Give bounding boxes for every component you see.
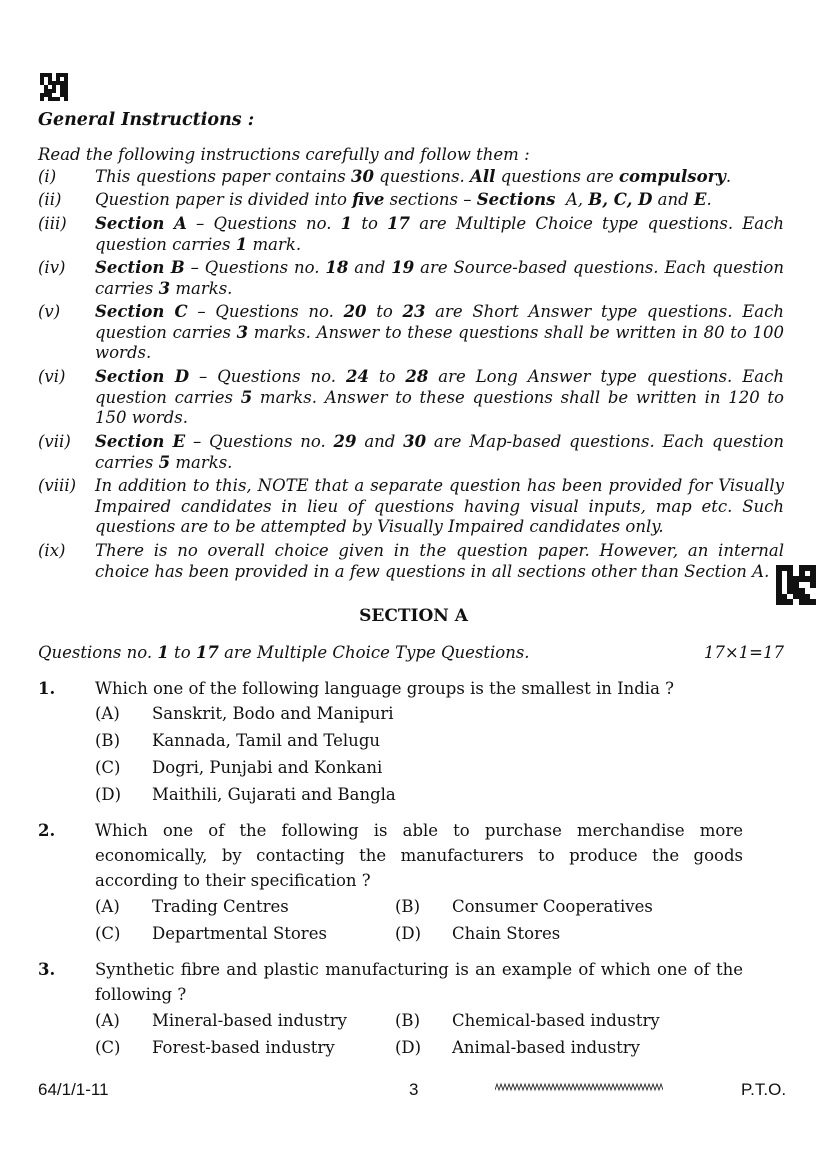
- option-b: (B) Chemical-based industry: [395, 1011, 660, 1030]
- instruction-item: (vii) Section E – Questions no. 29 and 30 are Map-based questions. Each question carries 5 marks.: [38, 432, 784, 472]
- section-note: [38, 643, 784, 662]
- option-c: (C) Dogri, Punjabi and Konkani: [95, 758, 383, 777]
- option-d: (D) Chain Stores: [395, 924, 561, 943]
- option-b: (B) Kannada, Tamil and Telugu: [95, 731, 381, 750]
- question-number: 3.: [38, 960, 56, 979]
- option-a: (A) Sanskrit, Bodo and Manipuri: [95, 704, 394, 723]
- general-instructions-title: General Instructions :: [38, 110, 255, 130]
- section-note-text: Questions no. 1 to 17 are Multiple Choice Type Questions.: [38, 643, 530, 662]
- question-number: 1.: [38, 679, 56, 698]
- instruction-text: Section A – Questions no. 1 to 17 are Multiple Choice type questions. Each question carries 1 mark.: [95, 214, 784, 254]
- instruction-item: (v) Section C – Questions no. 20 to 23 are Short Answer type questions. Each question carries 3 marks. Answer to these questions shall be written in 80 to 100 words.: [38, 302, 784, 362]
- instruction-text: In addition to this, NOTE that a separate question has been provided for Visually Impaired candidates in lieu of questions having visual inputs, map etc. Such questions are to be attempted by Visually Impaired candidates only.: [95, 476, 784, 536]
- section-title: SECTION A: [359, 606, 468, 626]
- instruction-text: Section E – Questions no. 29 and 30 are Map-based questions. Each question carries 5 marks.: [95, 432, 784, 472]
- instruction-item: (iv) Section B – Questions no. 18 and 19 are Source-based questions. Each question carries 3 marks.: [38, 258, 784, 298]
- question-1: [38, 676, 743, 701]
- instruction-item: (i) This questions paper contains 30 questions. All questions are compulsory.: [38, 167, 784, 188]
- instruction-item: (ix) There is no overall choice given in the question paper. However, an internal choice has been provided in a few questions in all sections other than Section A.: [38, 541, 784, 581]
- instruction-text: This questions paper contains 30 questions. All questions are compulsory.: [95, 167, 732, 186]
- question-text: Which one of the following is able to purchase merchandise more economically, by contacting the manufacturers to produce the goods according to their specification ?: [95, 821, 743, 890]
- instruction-item: (iii) Section A – Questions no. 1 to 17 are Multiple Choice type questions. Each question carries 1 mark.: [38, 214, 784, 254]
- instructions-intro: Read the following instructions carefully and follow them :: [38, 145, 530, 164]
- wavy-line-icon: [495, 1082, 663, 1092]
- question-number: 2.: [38, 821, 56, 840]
- pto-label: P.T.O.: [741, 1080, 787, 1099]
- option-c: (C) Departmental Stores: [95, 924, 327, 943]
- question-3: [38, 957, 743, 1007]
- option-b: (B) Consumer Cooperatives: [395, 897, 653, 916]
- option-a: (A) Mineral-based industry: [95, 1011, 347, 1030]
- option-a: (A) Trading Centres: [95, 897, 289, 916]
- section-marks: 17×1=17: [703, 643, 784, 662]
- question-2: [38, 818, 743, 893]
- instruction-item: (vi) Section D – Questions no. 24 to 28 are Long Answer type questions. Each question carries 5 marks. Answer to these questions shall be written in 120 to 150 words.: [38, 367, 784, 427]
- instruction-item: (ii) Question paper is divided into five sections – Sections A, B, C, D and E.: [38, 190, 784, 211]
- instruction-text: Question paper is divided into five sections – Sections A, B, C, D and E.: [95, 190, 712, 209]
- page-number: 3: [409, 1080, 419, 1099]
- qr-code-icon: [40, 73, 68, 101]
- option-d: (D) Maithili, Gujarati and Bangla: [95, 785, 396, 804]
- question-text: Synthetic fibre and plastic manufacturing is an example of which one of the following ?: [95, 960, 743, 1004]
- instruction-text: Section C – Questions no. 20 to 23 are Short Answer type questions. Each question carries 3 marks. Answer to these questions shall be written in 80 to 100 words.: [95, 302, 784, 362]
- option-d: (D) Animal-based industry: [395, 1038, 640, 1057]
- paper-code: 64/1/1-11: [38, 1080, 109, 1099]
- instruction-item: (viii) In addition to this, NOTE that a separate question has been provided for Visually Impaired candidates in lieu of questions having visual inputs, map etc. Such questions are to be attempted by Visually Impaired candidates only.: [38, 476, 784, 536]
- instruction-text: Section B – Questions no. 18 and 19 are Source-based questions. Each question carries 3 marks.: [95, 258, 784, 298]
- question-text: Which one of the following language groups is the smallest in India ?: [95, 679, 675, 698]
- instruction-text: There is no overall choice given in the question paper. However, an internal choice has been provided in a few questions in all sections other than Section A.: [95, 541, 784, 581]
- option-c: (C) Forest-based industry: [95, 1038, 335, 1057]
- instruction-text: Section D – Questions no. 24 to 28 are Long Answer type questions. Each question carries 5 marks. Answer to these questions shall be written in 120 to 150 words.: [95, 367, 784, 427]
